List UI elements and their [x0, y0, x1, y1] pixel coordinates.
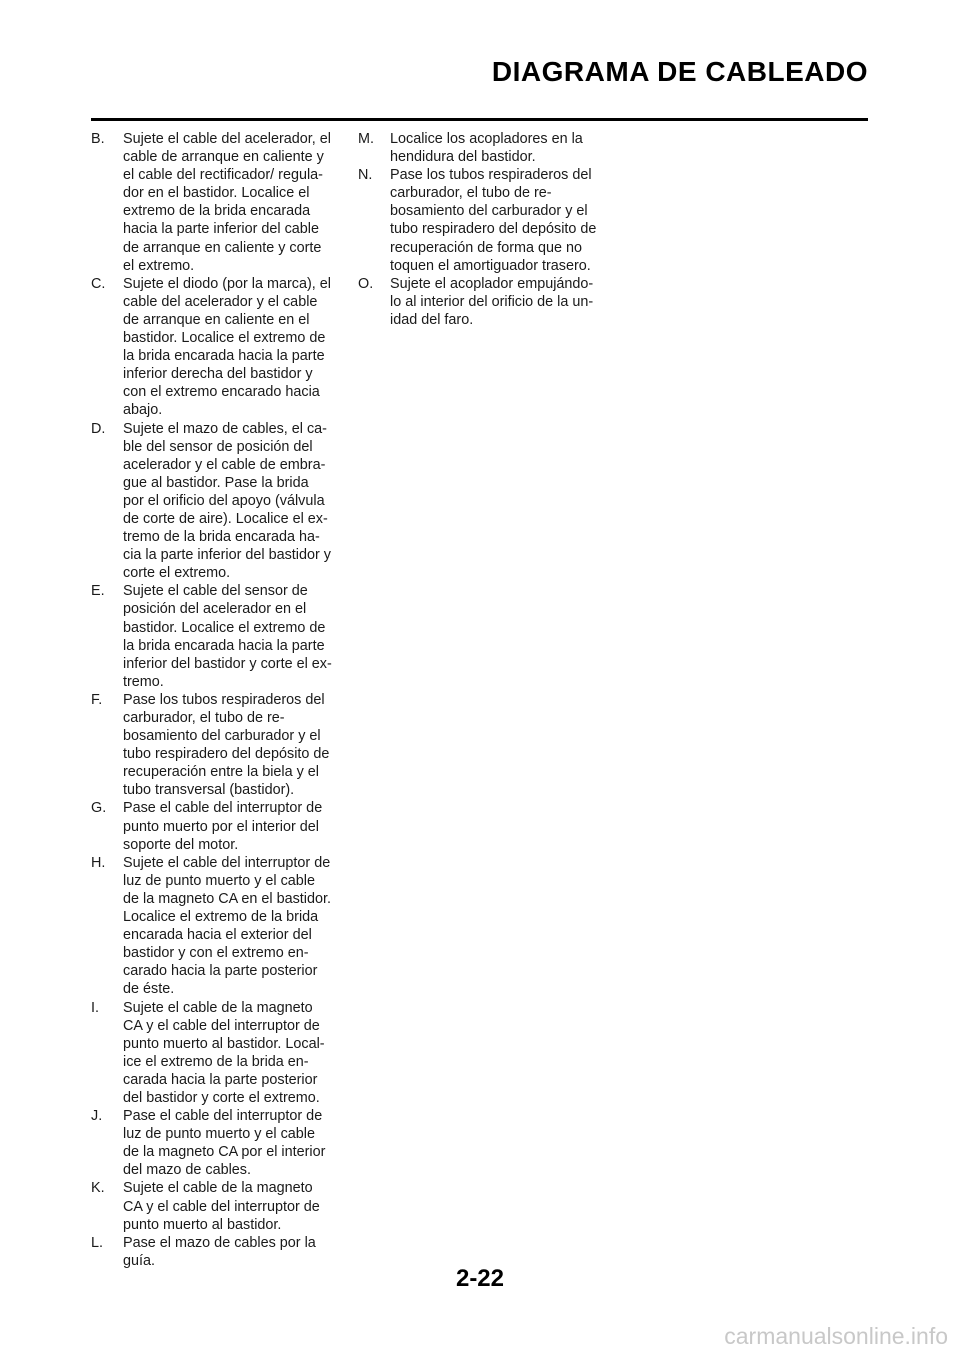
item-letter: L. [91, 1234, 104, 1251]
item-letter: C. [91, 275, 106, 292]
item-text: Sujete el cable de la magneto CA y el cable del interruptor de punto muerto al bastidor. [123, 1180, 320, 1233]
item-text: Pase los tubos respiraderos del carburador, el tubo de re- bosamiento del carburador y el tubo respiradero del depósito de recuperación de forma que no toquen el amortiguador trasero. [390, 167, 597, 274]
list-item [91, 1107, 336, 1179]
list-item [91, 691, 336, 800]
list-item [91, 999, 336, 1108]
item-letter: N. [358, 167, 373, 184]
item-text: Sujete el cable del acelerador, el cable de arranque en caliente y el cable del rectificador/ regula- dor en el bastidor. Localice el extremo de la brida encarada hacia la parte inferior del cable de arranque en caliente y corte el extremo. [123, 131, 332, 274]
item-text: Sujete el cable de la magneto CA y el cable del interruptor de punto muerto al bastidor. Local- ice el extremo de la brida en- carada hacia la parte posterior del bastidor y corte el extremo. [123, 999, 325, 1106]
item-text: Sujete el diodo (por la marca), el cable del acelerador y el cable de arranque en caliente en el bastidor. Localice el extremo de la brida encarada hacia la parte inferior derecha del bastidor y con el extremo encarado hacia abajo. [123, 275, 331, 419]
item-text: Pase el cable del interruptor de luz de punto muerto y el cable de la magneto CA por el interior del mazo de cables. [123, 1108, 326, 1179]
item-letter: J. [91, 1108, 103, 1125]
item-letter: K. [91, 1180, 105, 1197]
item-letter: E. [91, 583, 105, 600]
item-letter: B. [91, 131, 105, 147]
left-column [91, 130, 336, 1270]
list-item [91, 799, 336, 853]
item-letter: O. [358, 275, 374, 292]
list-item [91, 582, 336, 691]
header-rule [91, 118, 868, 121]
item-letter: G. [91, 800, 107, 817]
item-text: Pase los tubos respiraderos del carburador, el tubo de re- bosamiento del carburador y el tubo respiradero del depósito de recuperación entre la biela y el tubo transversal (bastidor). [123, 691, 330, 799]
item-text: Sujete el mazo de cables, el ca- ble del sensor de posición del acelerador y el cable de embra- gue al bastidor. Pase la brida por el orificio del apoyo (válvula de corte de aire). Localice el ex- tremo de la brida encarada ha- cia la parte inferior del bastidor y corte el extremo. [123, 420, 331, 582]
item-text: Pase el cable del interruptor de punto muerto por el interior del soporte del motor. [123, 800, 323, 853]
list-item [358, 130, 603, 166]
list-item [358, 275, 603, 329]
list-item [91, 420, 336, 583]
list-item [91, 275, 336, 420]
list-item [91, 1179, 336, 1233]
list-item [91, 130, 336, 275]
list-item [91, 854, 336, 999]
item-letter: M. [358, 131, 374, 147]
item-letter: H. [91, 854, 106, 871]
item-text: Sujete el cable del sensor de posición del acelerador en el bastidor. Localice el extremo de la brida encarada hacia la parte inferior del bastidor y corte el ex- tremo. [123, 583, 332, 690]
item-text: Localice los acopladores en la hendidura del bastidor. [390, 131, 583, 166]
watermark: carmanualsonline.info [724, 1323, 948, 1349]
item-text: Pase el mazo de cables por la guía. [123, 1234, 316, 1269]
item-letter: I. [91, 999, 99, 1016]
item-text: Sujete el acoplador empujándo- lo al interior del orificio de la un- idad del faro. [390, 275, 594, 328]
page-title: DIAGRAMA DE CABLEADO [491, 56, 868, 87]
list-item [358, 166, 603, 275]
page-number: 2-22 [455, 1265, 505, 1292]
item-text: Sujete el cable del interruptor de luz de punto muerto y el cable de la magneto CA en el bastidor. Localice el extremo de la brida encarada hacia el exterior del bastidor y con el extremo en- carado hacia la parte posterior de éste. [123, 854, 332, 998]
item-letter: D. [91, 420, 106, 437]
item-letter: F. [91, 691, 103, 708]
right-column [358, 130, 603, 329]
